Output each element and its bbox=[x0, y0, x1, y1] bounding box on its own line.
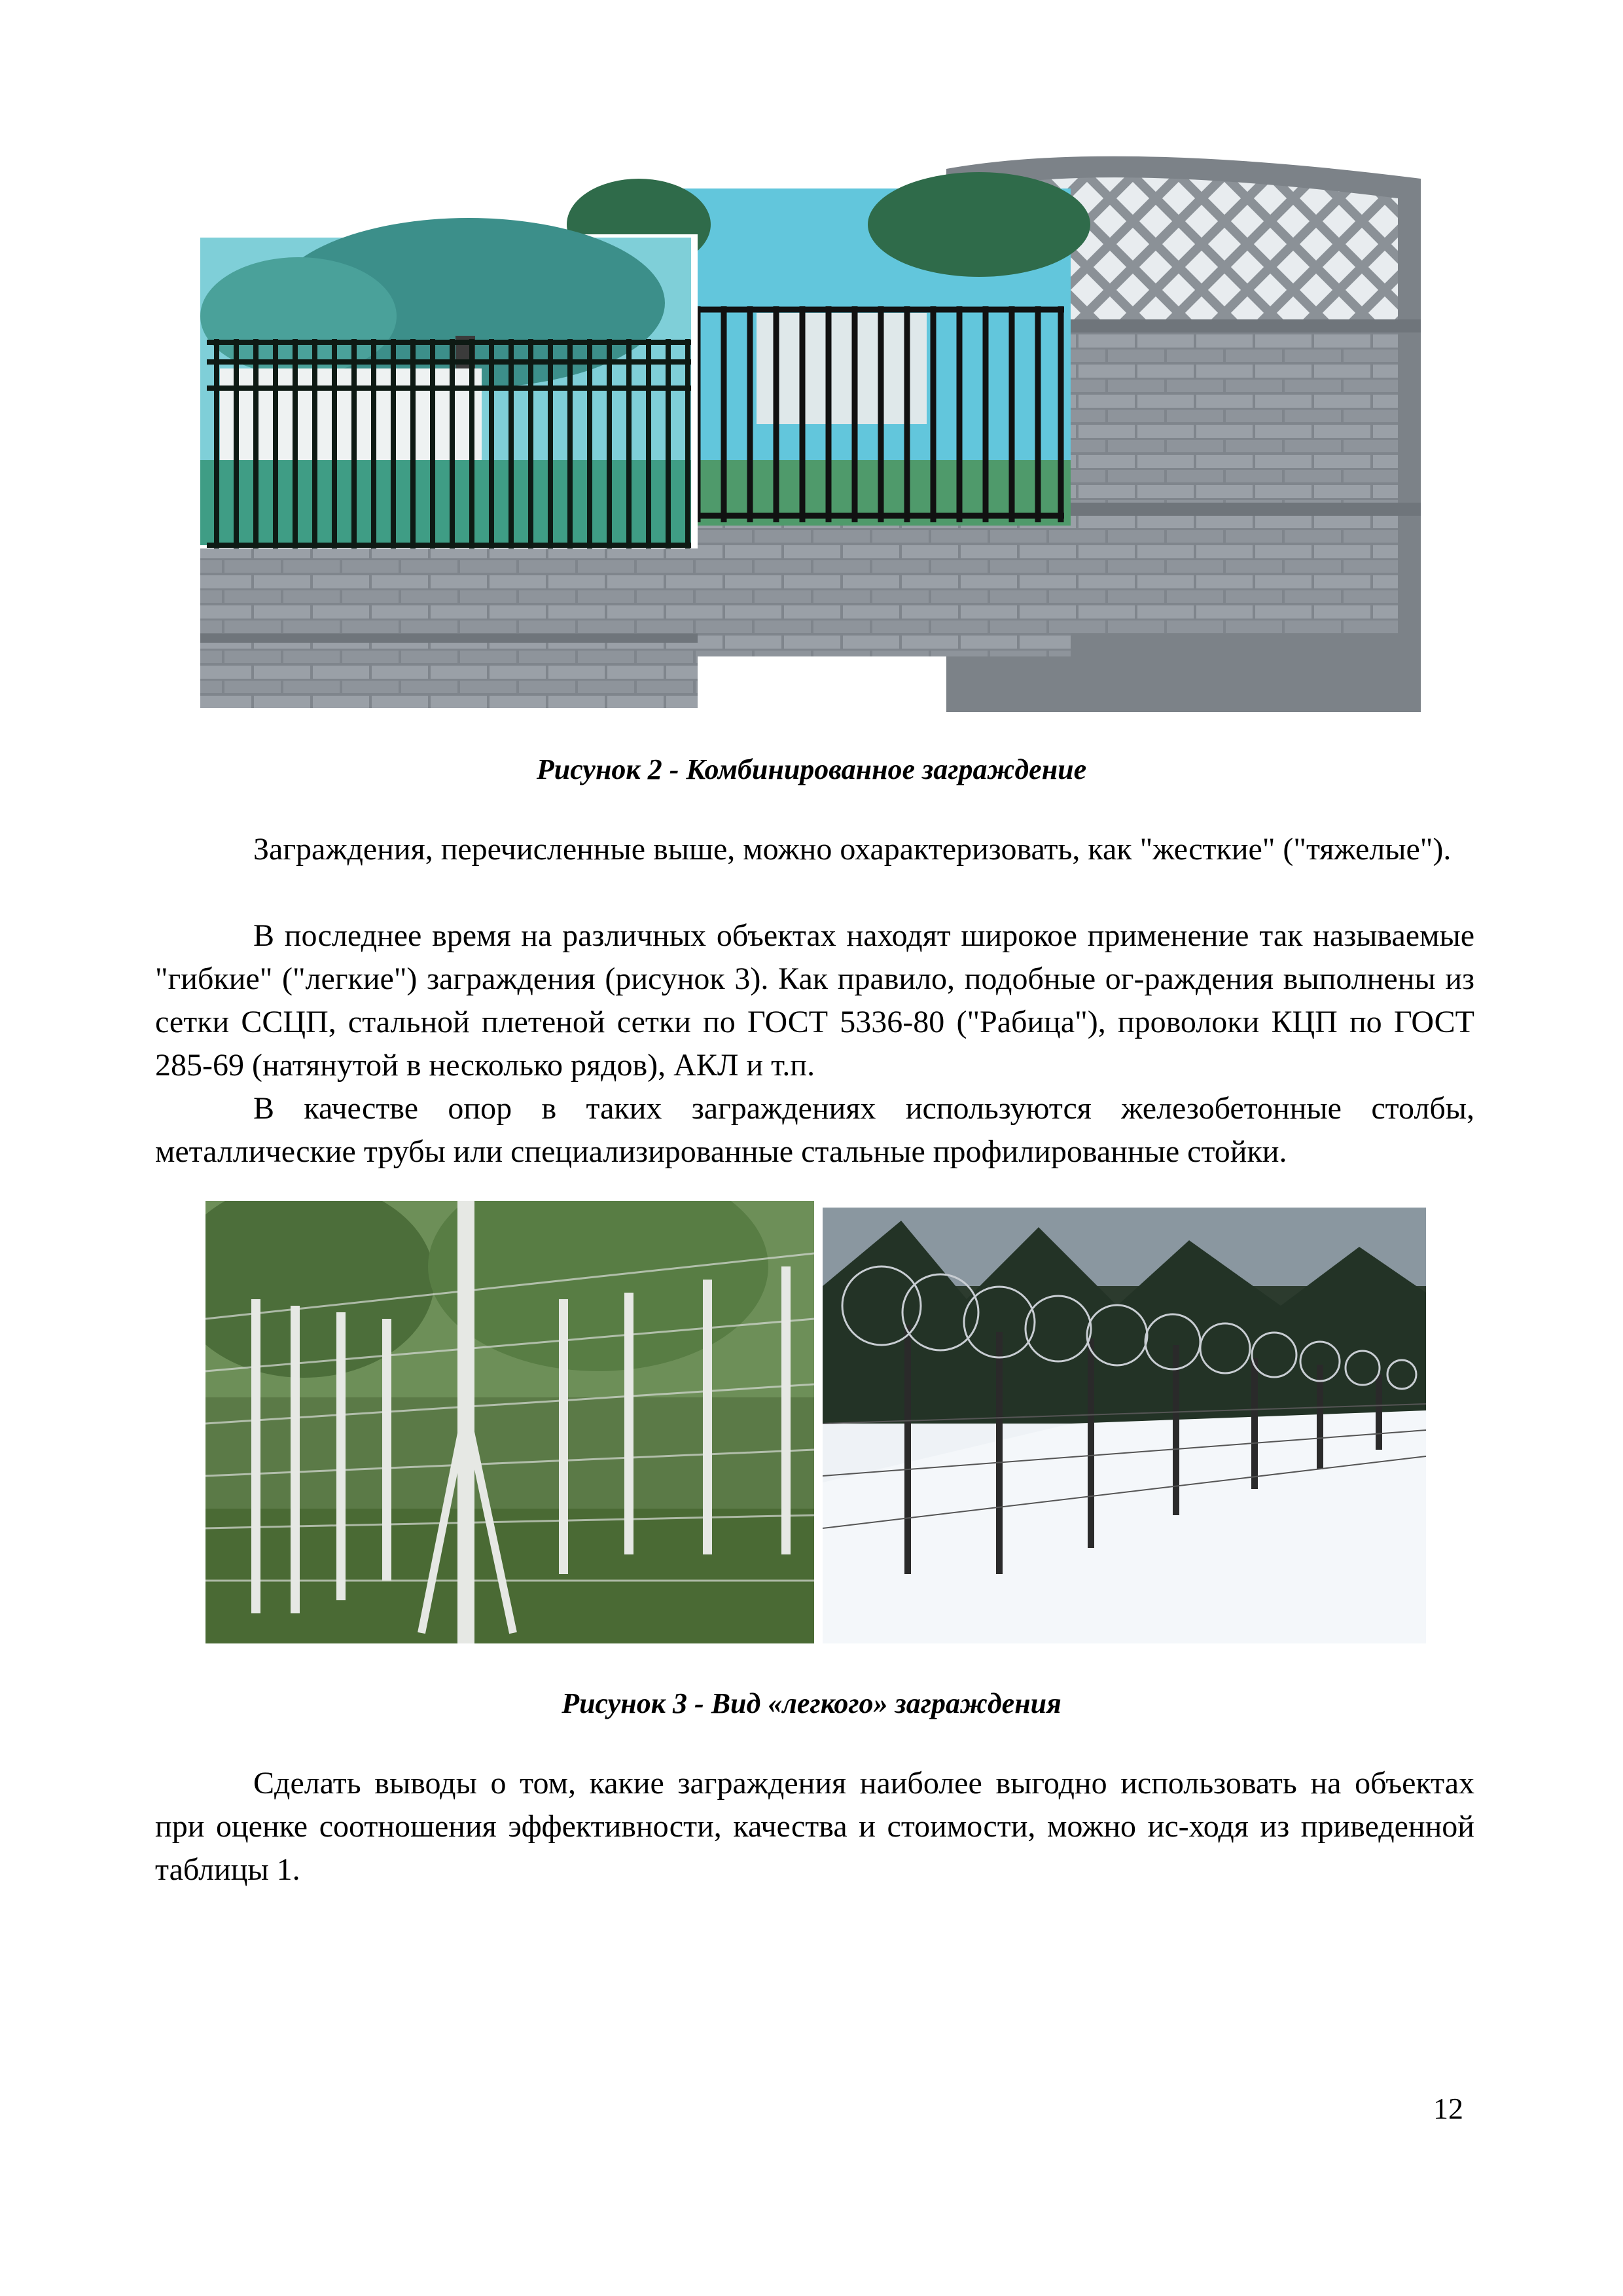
paragraph-2: В последнее время на различных объектах находят широкое применение так называемые "гибкие" ("легкие") заграждения (рисунок 3). Как правило, подобные ог-раждения выполнены из сетки ССЦП, стальной плетеной сетки по ГОСТ 5336-80 ("Рабица"), проволоки КЦП по ГОСТ 285-69 (натянутой в несколько рядов), АКЛ и т.п. bbox=[155, 918, 1474, 1083]
figure-2-panel-metal-fence bbox=[200, 218, 698, 709]
figure-3-image-right bbox=[823, 1208, 1426, 1643]
figure-2-caption: Рисунок 2 - Комбинированное заграждение bbox=[536, 753, 1087, 785]
paragraph-1: Заграждения, перечисленные выше, можно охарактеризовать, как "жесткие" ("тяжелые"). bbox=[253, 832, 1452, 867]
figure-3-image-left bbox=[205, 1201, 814, 1643]
paragraph-3: В качестве опор в таких заграждениях используются железобетонные столбы, металлические трубы или специализированные стальные профилированные стойки. bbox=[155, 1091, 1474, 1169]
figure-2-image bbox=[194, 152, 1437, 715]
conclusion-paragraph: Сделать выводы о том, какие заграждения наиболее выгодно использовать на объектах при оценке соотношения эффективности, качества и стоимости, можно ис-ходя из приведенной таблицы 1. bbox=[155, 1766, 1474, 1887]
page-number: 12 bbox=[1433, 2092, 1463, 2125]
figure-3-caption: Рисунок 3 - Вид «легкого» заграждения bbox=[562, 1687, 1061, 1719]
